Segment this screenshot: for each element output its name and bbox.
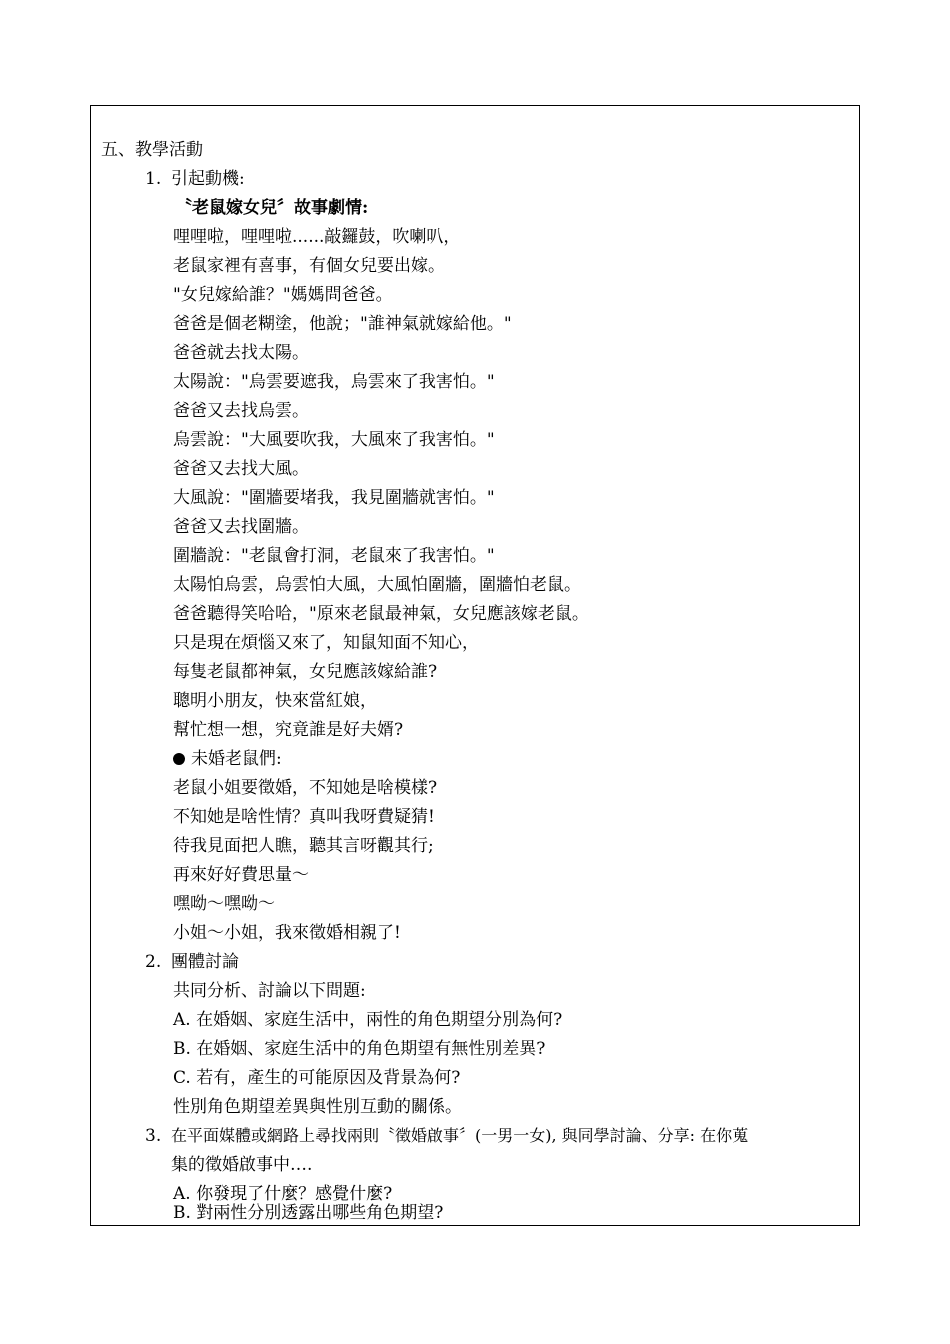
item3-text: 在平面媒體或網路上尋找兩則〝徵婚啟事〞(一男一女), 與同學討論、分享: 在你蒐	[171, 1126, 749, 1145]
question: A. 在婚姻、家庭生活中，兩性的角色期望分別為何?	[173, 1010, 563, 1030]
story-line: 爸爸聽得笑哈哈，"原來老鼠最神氣，女兒應該嫁老鼠。	[173, 604, 589, 624]
item2-intro: 共同分析、討論以下問題:	[173, 981, 366, 1001]
bullet-icon	[173, 753, 185, 765]
item2-title: 團體討論	[171, 952, 239, 972]
bullet-item	[173, 747, 282, 771]
story-line: 每隻老鼠都神氣，女兒應該嫁給誰?	[173, 662, 438, 682]
poem-line: 老鼠小姐要徵婚，不知她是啥模樣?	[173, 778, 438, 798]
story-line: 爸爸又去找烏雲。	[173, 401, 309, 421]
question: A. 你發現了什麼？感覺什麼?	[173, 1184, 393, 1204]
story-line: 大風說："圍牆要堵我，我見圍牆就害怕。"	[173, 488, 495, 508]
item1-number: 1.	[145, 169, 162, 189]
story-line: 圍牆說："老鼠會打洞，老鼠來了我害怕。"	[173, 546, 495, 566]
story-line: 幫忙想一想，究竟誰是好夫婿?	[173, 720, 404, 740]
story-title: 〝老鼠嫁女兒〞故事劇情:	[175, 198, 369, 218]
question: B. 在婚姻、家庭生活中的角色期望有無性別差異?	[173, 1039, 546, 1059]
poem-line: 不知她是啥性情？真叫我呀費疑猜!	[173, 807, 435, 827]
story-line: 只是現在煩惱又來了，知鼠知面不知心，	[173, 633, 479, 653]
story-line: 爸爸又去找大風。	[173, 459, 309, 479]
item1-title: 引起動機:	[171, 169, 245, 189]
poem-line: 再來好好費思量～	[173, 865, 309, 885]
story-line: 太陽說："烏雲要遮我，烏雲來了我害怕。"	[173, 372, 495, 392]
story-line: 太陽怕烏雲，烏雲怕大風，大風怕圍牆，圍牆怕老鼠。	[173, 575, 581, 595]
question: B. 對兩性分別透露出哪些角色期望?	[173, 1203, 444, 1223]
poem-line: 嘿呦～嘿呦～	[173, 894, 275, 914]
item2-closing: 性別角色期望差異與性別互動的關係。	[173, 1097, 462, 1117]
poem-line: 待我見面把人瞧，聽其言呀觀其行;	[173, 836, 434, 856]
story-line: "女兒嫁給誰？"媽媽問爸爸。	[173, 285, 393, 305]
question: C. 若有，產生的可能原因及背景為何?	[173, 1068, 461, 1088]
story-line: 爸爸又去找圍牆。	[173, 517, 309, 537]
story-line: 烏雲說："大風要吹我，大風來了我害怕。"	[173, 430, 495, 450]
story-line: 爸爸是個老糊塗，他說；"誰神氣就嫁給他。"	[173, 314, 512, 334]
poem-line: 小姐～小姐，我來徵婚相親了!	[173, 923, 401, 943]
section-heading: 五、教學活動	[101, 140, 203, 160]
item3-number: 3.	[145, 1126, 162, 1146]
story-line: 爸爸就去找太陽。	[173, 343, 309, 363]
bullet-label: 未婚老鼠們:	[191, 749, 282, 769]
item2-number: 2.	[145, 952, 162, 972]
story-line: 老鼠家裡有喜事，有個女兒要出嫁。	[173, 256, 445, 276]
story-line: 聰明小朋友，快來當紅娘，	[173, 691, 377, 711]
item3-text-cont: 集的徵婚啟事中….	[171, 1155, 313, 1175]
story-line: 哩哩啦，哩哩啦......敲鑼鼓，吹喇叭，	[173, 227, 461, 247]
